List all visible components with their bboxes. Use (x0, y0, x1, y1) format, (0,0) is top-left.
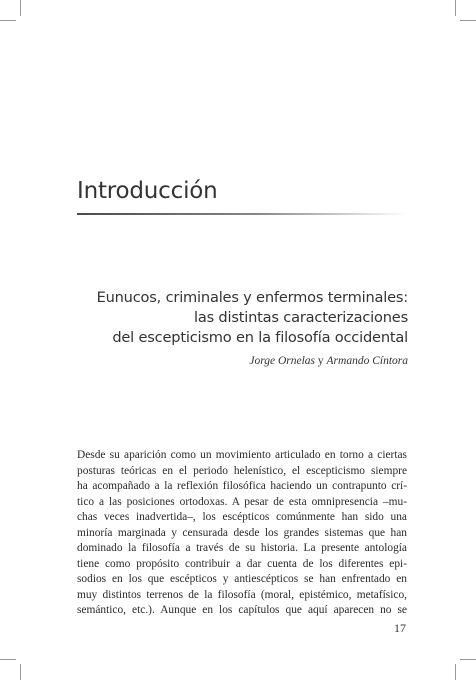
article-authors (249, 355, 408, 367)
article-title-line-1: Eunucos, criminales y enfermos terminales: (96, 289, 408, 306)
crop-mark-bottom-left-v (20, 664, 21, 680)
body-line: Desde su aparición como un movimiento articulado en torno a ciertas (77, 449, 407, 461)
crop-mark-bottom-right-h (460, 659, 476, 660)
article-title-line-2: las distintas caracterizaciones (193, 309, 408, 326)
author-1: Jorge Ornelas (249, 355, 316, 367)
crop-mark-bottom-left-h (0, 659, 16, 660)
chapter-title: Introducción (77, 178, 218, 204)
author-2: Armando Cíntora (326, 355, 408, 367)
article-title (68, 288, 408, 348)
crop-mark-top-left-h (0, 20, 16, 21)
body-line: ha acompañado a la reflexión filosófica haciendo un contrapunto crí- (77, 480, 407, 492)
body-paragraph (77, 448, 407, 619)
body-line: chas veces inadvertida–, los escépticos comúnmente han sido una (77, 511, 407, 523)
crop-mark-top-left-v (20, 0, 21, 16)
title-underline (77, 213, 407, 215)
crop-mark-top-right-h (460, 20, 476, 21)
crop-mark-top-right-v (455, 0, 456, 16)
page-number: 17 (394, 621, 406, 635)
body-line: muy distintos terrenos de la filosofía (moral, epistémico, metafísico, (77, 588, 407, 601)
body-line: tiene como propósito contribuir a dar cuenta de los diferentes epi- (77, 557, 407, 570)
body-line: sodios en los que escépticos y antiescépticos se han enfrentado en (77, 573, 407, 585)
body-line: posturas teóricas en el periodo helenístico, el escepticismo siempre (77, 464, 407, 477)
body-line: tico a las posiciones ortodoxas. A pesar de esta omnipresencia –mu- (77, 495, 407, 508)
crop-mark-bottom-right-v (455, 664, 456, 680)
body-line: semántico, etc.). Aunque en los capítulos que aquí aparecen no se (77, 604, 407, 616)
body-line: minoría marginada y censurada desde los grandes sistemas que han (77, 526, 407, 539)
author-joiner: y (315, 355, 327, 367)
article-title-line-3: del escepticismo en la filosofía occidental (112, 329, 408, 346)
body-line: dominado la filosofía a través de su historia. La presente antología (77, 542, 407, 554)
